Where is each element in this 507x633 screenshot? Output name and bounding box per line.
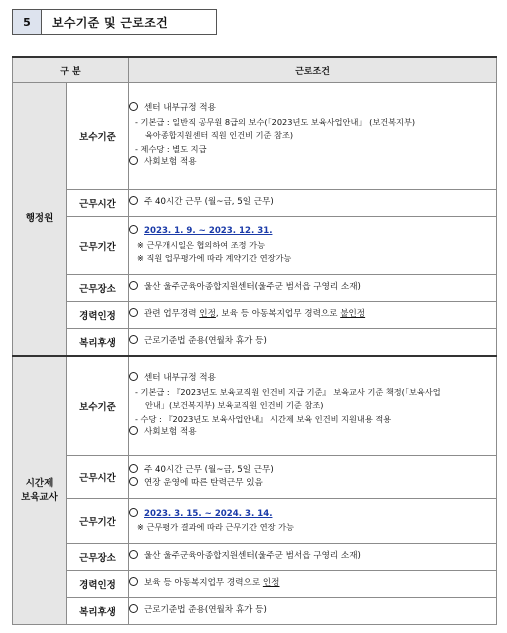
row-label: 경력인정 [67,571,129,598]
row-conditions: 센터 내부규정 적용 - 기본급 : 『2023년도 보육교직원 인건비 지급 기준』 보육교사 기준 책정(「보육사업 안내」(보건복지부) 보육교직원 인건비 기준 참조) - 수당 : 『2023년도 보육사업안내』 시간제 보육 인건비 지원내용 적용 사회보험 적용 [129,356,497,456]
row-conditions: 주 40시간 근무 (월~금, 5일 근무) 연장 운영에 따른 탄력근무 있음 [129,456,497,499]
circle-bullet-icon [129,196,138,205]
table-row [13,456,497,499]
row-label: 보수기준 [67,83,129,190]
row-label: 보수기준 [67,356,129,456]
table-row [13,356,497,456]
circle-bullet-icon [129,102,138,111]
table-row [13,83,497,190]
circle-bullet-icon [129,508,138,517]
row-label: 복리후생 [67,329,129,357]
group-part-time-teacher: 시간제 보육교사 [13,356,67,625]
table-row [13,190,497,217]
table-header-row [13,57,497,83]
circle-bullet-icon [129,550,138,559]
table-row [13,544,497,571]
circle-bullet-icon [129,308,138,317]
row-conditions: 보육 등 아동복지업무 경력으로 인정 [129,571,497,598]
table-row [13,571,497,598]
table-row [13,499,497,544]
table-row [13,217,497,275]
row-label: 근무기간 [67,217,129,275]
row-label: 경력인정 [67,302,129,329]
row-label: 근무시간 [67,456,129,499]
group-admin-staff: 행정원 [13,83,67,357]
circle-bullet-icon [129,225,138,234]
section-title: 보수기준 및 근로조건 [42,9,217,35]
circle-bullet-icon [129,372,138,381]
section-header [12,9,217,35]
table-row [13,598,497,625]
table-row [13,302,497,329]
employment-period-date: 2023. 1. 9. ~ 2023. 12. 31. [144,226,273,237]
circle-bullet-icon [129,604,138,613]
header-category: 구 분 [13,57,129,83]
circle-bullet-icon [129,335,138,344]
row-conditions: 2023. 3. 15. ~ 2024. 3. 14. ※ 근무평가 결과에 따라 근무기간 연장 가능 [129,499,497,544]
circle-bullet-icon [129,464,138,473]
row-conditions: 근로기준법 준용(연월차 휴가 등) [129,598,497,625]
row-label: 근무기간 [67,499,129,544]
row-conditions: 근로기준법 준용(연월차 휴가 등) [129,329,497,357]
row-conditions: 센터 내부규정 적용 - 기본급 : 일반직 공무원 8급의 보수(「2023년도 보육사업안내」 (보건복지부) 육아종합지원센터 직원 인건비 기준 참조) - 제수당 : 별도 지급 사회보험 적용 [129,83,497,190]
employment-period-date: 2023. 3. 15. ~ 2024. 3. 14. [144,508,273,519]
row-label: 근무장소 [67,544,129,571]
row-label: 복리후생 [67,598,129,625]
row-conditions: 울산 울주군육아종합지원센터(울주군 범서읍 구영리 소재) [129,275,497,302]
table-row [13,275,497,302]
section-number: 5 [12,9,42,35]
row-label: 근무장소 [67,275,129,302]
header-conditions: 근로조건 [129,57,497,83]
circle-bullet-icon [129,477,138,486]
row-conditions: 주 40시간 근무 (월~금, 5일 근무) [129,190,497,217]
row-conditions: 울산 울주군육아종합지원센터(울주군 범서읍 구영리 소재) [129,544,497,571]
row-label: 근무시간 [67,190,129,217]
circle-bullet-icon [129,577,138,586]
circle-bullet-icon [129,281,138,290]
table-row [13,329,497,357]
row-conditions: 2023. 1. 9. ~ 2023. 12. 31. ※ 근무개시일은 협의하여 조정 가능 ※ 직원 업무평가에 따라 계약기간 연장가능 [129,217,497,275]
working-conditions-table [12,56,497,625]
row-conditions: 관련 업무경력 인정, 보육 등 아동복지업무 경력으로 불인정 [129,302,497,329]
circle-bullet-icon [129,156,138,165]
circle-bullet-icon [129,426,138,435]
